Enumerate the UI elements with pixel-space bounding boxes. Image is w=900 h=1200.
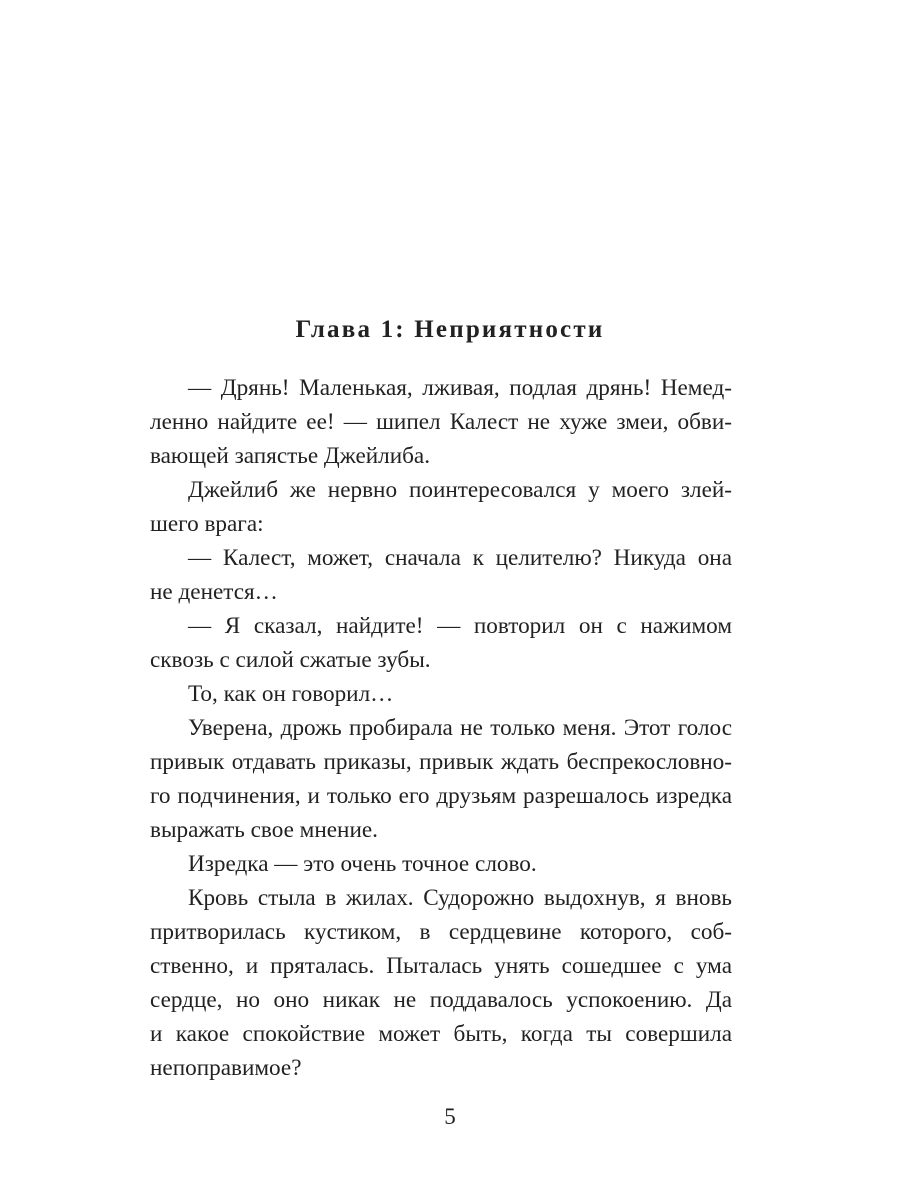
text-line: Джейлиб же нервно поинтересовался у моего злей- — [188, 477, 732, 503]
text-line: притворилась кустиком, в сердцевине которого, соб- — [150, 919, 732, 945]
chapter-title: Глава 1: Неприятности — [295, 316, 605, 343]
text-line: — Я сказал, найдите! — повторил он с нажимом — [188, 613, 732, 639]
text-line: — Калест, может, сначала к целителю? Никуда она — [188, 545, 732, 571]
text-line: выражать свое мнение. — [150, 817, 378, 843]
text-line: не денется… — [150, 579, 278, 605]
text-line: го подчинения, и только его друзьям разрешалось изредка — [150, 783, 732, 809]
body-text — [150, 371, 732, 1085]
text-line: непоправимое? — [150, 1055, 302, 1081]
text-line: То, как он говорил… — [188, 681, 394, 707]
text-line: Уверена, дрожь пробирала не только меня. Этот голос — [188, 715, 732, 741]
text-line: привык отдавать приказы, привык ждать беспрекословно- — [150, 749, 732, 775]
text-line: и какое спокойствие может быть, когда ты совершила — [150, 1021, 732, 1047]
page-number: 5 — [444, 1104, 456, 1129]
text-line: шего врага: — [150, 511, 264, 537]
text-line: Кровь стыла в жилах. Судорожно выдохнув, я вновь — [188, 885, 732, 911]
text-line: сердце, но оно никак не поддавалось успокоению. Да — [150, 987, 732, 1013]
text-line: ленно найдите ее! — шипел Калест не хуже змеи, обви- — [150, 409, 732, 435]
text-line: ственно, и пряталась. Пыталась унять сошедшее с ума — [150, 953, 732, 979]
text-line: вающей запястье Джейлиба. — [150, 443, 431, 469]
text-line: Изредка — это очень точное слово. — [188, 851, 537, 877]
text-line: — Дрянь! Маленькая, лживая, подлая дрянь! Немед- — [188, 375, 732, 401]
text-line: сквозь с силой сжатые зубы. — [150, 647, 431, 673]
